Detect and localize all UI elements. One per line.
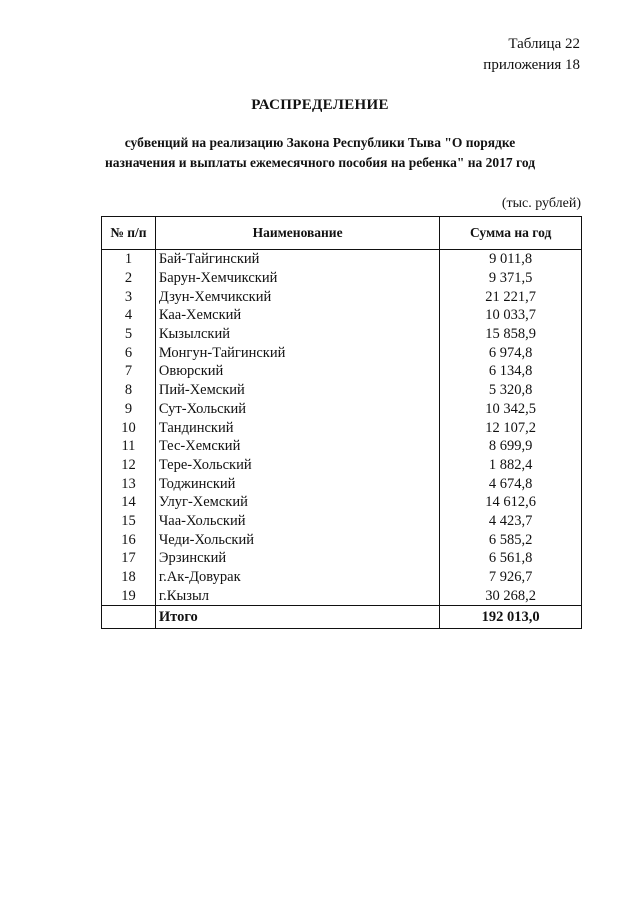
row-name: Чаа-Хольский xyxy=(155,512,439,531)
row-name: Тоджинский xyxy=(155,474,439,493)
row-sum: 6 585,2 xyxy=(440,530,582,549)
table-row xyxy=(102,568,582,587)
row-name: Улуг-Хемский xyxy=(155,493,439,512)
row-name: Сут-Хольский xyxy=(155,400,439,419)
table-row xyxy=(102,325,582,344)
table-row xyxy=(102,456,582,475)
row-name: Тес-Хемский xyxy=(155,437,439,456)
row-number: 5 xyxy=(102,325,156,344)
row-sum: 6 134,8 xyxy=(440,362,582,381)
row-sum: 8 699,9 xyxy=(440,437,582,456)
table-row xyxy=(102,250,582,269)
table-row xyxy=(102,306,582,325)
row-number: 14 xyxy=(102,493,156,512)
header-name: Наименование xyxy=(155,217,439,250)
row-name: Кызылский xyxy=(155,325,439,344)
row-name: Пий-Хемский xyxy=(155,381,439,400)
row-number: 1 xyxy=(102,250,156,269)
document-title: РАСПРЕДЕЛЕНИЕ xyxy=(251,97,389,113)
table-row xyxy=(102,381,582,400)
row-number: 15 xyxy=(102,512,156,531)
row-sum: 5 320,8 xyxy=(440,381,582,400)
row-sum: 4 423,7 xyxy=(440,512,582,531)
row-name: Эрзинский xyxy=(155,549,439,568)
row-sum: 1 882,4 xyxy=(440,456,582,475)
row-number: 12 xyxy=(102,456,156,475)
distribution-table xyxy=(101,216,582,629)
table-row xyxy=(102,586,582,605)
row-name: Тере-Хольский xyxy=(155,456,439,475)
total-label: Итого xyxy=(155,606,439,629)
row-number: 7 xyxy=(102,362,156,381)
table-row xyxy=(102,549,582,568)
row-number: 4 xyxy=(102,306,156,325)
row-number: 10 xyxy=(102,418,156,437)
row-number: 17 xyxy=(102,549,156,568)
row-name: г.Ак-Довурак xyxy=(155,568,439,587)
table-row xyxy=(102,493,582,512)
row-name: Овюрский xyxy=(155,362,439,381)
row-name: Барун-Хемчикский xyxy=(155,269,439,288)
table-row xyxy=(102,437,582,456)
row-sum: 12 107,2 xyxy=(440,418,582,437)
row-number: 19 xyxy=(102,586,156,605)
row-sum: 7 926,7 xyxy=(440,568,582,587)
row-number: 18 xyxy=(102,568,156,587)
table-row xyxy=(102,287,582,306)
appendix-table-number: Таблица 22 xyxy=(508,36,580,52)
subtitle-line-2: назначения и выплаты ежемесячного пособия на ребенка" на 2017 год xyxy=(104,155,536,170)
units-note: (тыс. рублей) xyxy=(501,196,581,211)
table-row xyxy=(102,418,582,437)
total-row xyxy=(102,606,582,629)
table-row xyxy=(102,269,582,288)
total-sum: 192 013,0 xyxy=(440,606,582,629)
row-name: Дзун-Хемчикский xyxy=(155,287,439,306)
row-name: Монгун-Тайгинский xyxy=(155,343,439,362)
row-name: Чеди-Хольский xyxy=(155,530,439,549)
row-name: Бай-Тайгинский xyxy=(155,250,439,269)
row-sum: 14 612,6 xyxy=(440,493,582,512)
row-sum: 15 858,9 xyxy=(440,325,582,344)
row-name: Каа-Хемский xyxy=(155,306,439,325)
row-number: 8 xyxy=(102,381,156,400)
table-row xyxy=(102,362,582,381)
row-number: 16 xyxy=(102,530,156,549)
row-sum: 10 033,7 xyxy=(440,306,582,325)
document-subtitle xyxy=(60,133,580,173)
table-row xyxy=(102,474,582,493)
row-sum: 10 342,5 xyxy=(440,400,582,419)
appendix-reference xyxy=(483,34,580,76)
appendix-annex-number: приложения 18 xyxy=(483,57,580,73)
row-number: 3 xyxy=(102,287,156,306)
table-row xyxy=(102,343,582,362)
table-row xyxy=(102,512,582,531)
table-row xyxy=(102,530,582,549)
row-sum: 9 011,8 xyxy=(440,250,582,269)
row-sum: 6 974,8 xyxy=(440,343,582,362)
row-sum: 4 674,8 xyxy=(440,474,582,493)
row-sum: 9 371,5 xyxy=(440,269,582,288)
header-sum: Сумма на год xyxy=(440,217,582,250)
header-number: № п/п xyxy=(102,217,156,250)
row-name: г.Кызыл xyxy=(155,586,439,605)
row-number: 11 xyxy=(102,437,156,456)
subtitle-line-1: субвенций на реализацию Закона Республики Тыва "О порядке xyxy=(124,135,516,150)
row-sum: 6 561,8 xyxy=(440,549,582,568)
row-number: 9 xyxy=(102,400,156,419)
table-header-row xyxy=(102,217,582,250)
row-sum: 21 221,7 xyxy=(440,287,582,306)
row-number: 6 xyxy=(102,343,156,362)
row-number: 13 xyxy=(102,474,156,493)
row-sum: 30 268,2 xyxy=(440,586,582,605)
row-name: Тандинский xyxy=(155,418,439,437)
table-body xyxy=(102,250,582,629)
table-row xyxy=(102,400,582,419)
row-number: 2 xyxy=(102,269,156,288)
total-number-cell xyxy=(102,606,156,629)
